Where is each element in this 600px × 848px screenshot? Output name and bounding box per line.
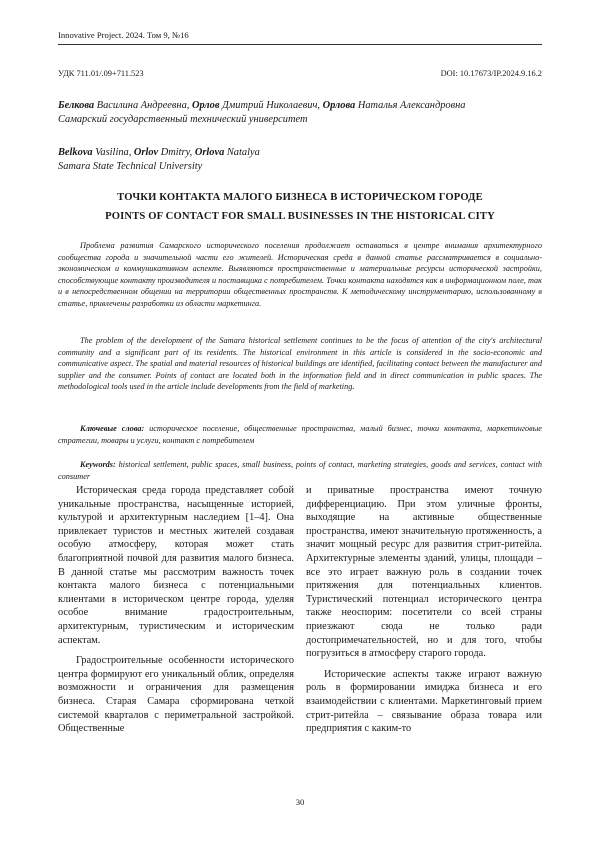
author-name: Орлова <box>322 100 356 111</box>
title-en: POINTS OF CONTACT FOR SMALL BUSINESSES IN THE HISTORICAL CITY <box>105 211 495 222</box>
abstract-ru: Проблема развития Самарского исторического поселения продолжает оставаться в центре внимания архитектурного сообщества города и значительной части его жителей. Историческая среда в данной статье рассматривается в социально-экономическом и коммуникативном аспекте. Выявляются пространственные и материальные ресурсы исторической застройки, способствующие контакту производителя и поставщика с потребителем. Точки контакта находятся как в информационном поле, так и в непосредственном общении на территории общественных пространств. К методическому инструментарию, использованному в статье, привлечены разработки из области маркетинга. <box>58 241 542 308</box>
author-name: Belkova <box>58 147 93 158</box>
keywords-en-label: Keywords: <box>80 460 116 469</box>
abstract-en: The problem of the development of the Samara historical settlement continues to be the focus of attention of the city's architectural community and a significant part of its residents. The historical environment in this article is considered in the socio-economic and communicative aspect. The spatial and material resources of historical buildings are identified, facilitating contact between the manufacturer and supplier and the consumer. Points of contact are located both in the information field and in direct communication in public spaces. The methodological tools used in the article include developments from the field of marketing. <box>58 336 542 392</box>
author-rest: Наталья Александровна <box>355 100 466 111</box>
author-rest: Dmitry, <box>158 147 195 158</box>
body-paragraph: Исторические аспекты также играют важную роль в формировании имиджа бизнеса и его взаимодействии с клиентами. Маркетинговый прием стрит-ритейла – связывание образа товара или предприятия с каким-то <box>306 668 542 735</box>
running-head: Innovative Project. 2024. Том 9, №16 <box>58 30 189 40</box>
author-rest: Natalya <box>224 147 260 158</box>
keywords-en <box>58 459 542 482</box>
author-rest: Дмитрий Николаевич, <box>219 100 323 111</box>
authors-en-names <box>58 146 542 160</box>
doi-link[interactable]: DOI: 10.17673/IP.2024.9.16.2 <box>440 69 542 78</box>
affiliation-en: Samara State Technical University <box>58 160 203 172</box>
author-name: Orlov <box>133 147 159 158</box>
affiliation-ru: Самарский государственный технический университет <box>58 113 308 125</box>
keywords-ru <box>58 423 542 446</box>
authors-en <box>58 146 542 173</box>
author-name: Орлов <box>191 100 220 111</box>
keywords-ru-label: Ключевые слова: <box>80 424 145 433</box>
body-column-right <box>306 484 542 743</box>
body-paragraph: Историческая среда города представляет собой уникальные пространства, насыщенные историей, культурой и архитектурным наследием [1–4]. Она привлекает туристов и местных жителей создавая особую атмосферу, которая может стать благоприятной почвой для развития малого бизнеса. В данной статье мы рассмотрим важность точек контакта малого бизнеса с потенциальными клиентами в историческом центре города, уделяя особое внимание градостроительным, архитектурным, туристическим и историческим аспектам. <box>58 485 294 646</box>
body-paragraph: Градостроительные особенности исторического центра формируют его уникальный облик, определяя возможности и ограничения для размещения бизнеса. Старая Самара сформирована четкой системой кварталов с периметральной застройкой. Общественные <box>58 655 294 735</box>
body-column-left <box>58 484 294 743</box>
author-name: Белкова <box>58 100 95 111</box>
keywords-ru-text: историческое поселение, общественные пространства, малый бизнес, точки контакта, маркетинговые стратегии, товары и услуги, контакт с потребителем <box>58 424 542 445</box>
keywords-en-text: historical settlement, public spaces, small business, points of contact, marketing strategies, goods and services, contact with consumer <box>58 460 542 481</box>
page-number: 30 <box>295 797 305 807</box>
author-rest: Василина Андреевна, <box>94 100 192 111</box>
author-rest: Vasilina, <box>92 147 134 158</box>
header-rule <box>58 44 542 45</box>
author-name: Orlova <box>194 147 225 158</box>
authors-ru-names <box>58 99 542 113</box>
authors-ru <box>58 99 542 126</box>
udk-code: УДК 711.01/.09+711.523 <box>58 69 144 78</box>
title-ru: ТОЧКИ КОНТАКТА МАЛОГО БИЗНЕСА В ИСТОРИЧЕСКОМ ГОРОДЕ <box>117 192 483 203</box>
body-paragraph: и приватные пространства имеют точную дифференциацию. При этом уличные фронты, выходящие на активные общественные пространства, имеют значительную протяженность, а значит мощный ресурс для развития стрит-ритейла. Архитектурные элементы зданий, улицы, площади – все это играет важную роль в создании точек притяжения для потенциальных клиентов. Туристический потенциал исторического центра также неоспорим: посетители со всей страны приезжают сюда не только ради достопримечательностей, но и для того, чтобы погрузиться в атмосферу старого города. <box>306 485 542 660</box>
